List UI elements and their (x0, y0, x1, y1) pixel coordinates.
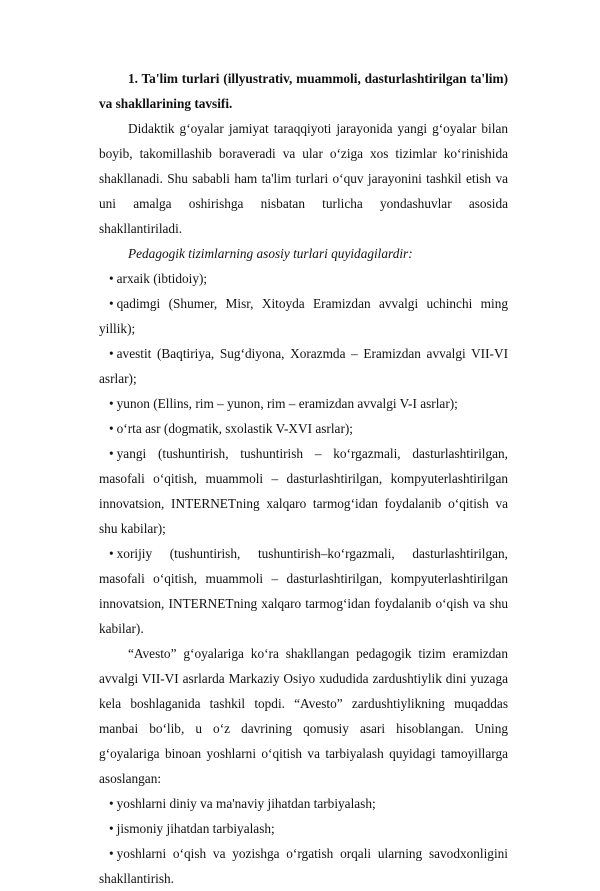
bullet-icon: • (109, 346, 114, 361)
bullet-icon: • (109, 821, 114, 836)
bullet-icon: • (109, 421, 114, 436)
list-item-text: arxaik (ibtidoiy); (116, 271, 208, 286)
bullet-icon: • (109, 796, 114, 811)
list-item-text: yangi (tushuntirish, tushuntirish – ko‘rgazmali, dasturlashtirilgan, masofali o‘qitish, muammoli – dasturlashtirilgan, kompyuterlashtirilgan innovatsion, INTERNETning xalqaro tarmog‘idan foydalanib o‘qitish va shu kabilar); (99, 446, 508, 536)
list-item-text: yoshlarni o‘qish va yozishga o‘rgatish orqali ularning savodxonligini shakllantirish. (99, 846, 508, 886)
system-types-list (99, 266, 508, 641)
list-item (99, 841, 508, 891)
list-item-text: xorijiy (tushuntirish, tushuntirish–ko‘rgazmali, dasturlashtirilgan, masofali o‘qitish, muammoli – dasturlashtirilgan, kompyuterlashtirilgan innovatsion, INTERNETning xalqaro tarmog‘idan foydalanib o‘qish va shu kabilar). (99, 546, 508, 636)
list-item (99, 541, 508, 641)
bullet-icon: • (109, 271, 114, 286)
list-item-text: yoshlarni diniy va ma'naviy jihatdan tarbiyalash; (116, 796, 376, 811)
list-item-text: qadimgi (Shumer, Misr, Xitoyda Eramizdan avvalgi uchinchi ming yillik); (99, 296, 508, 336)
list-item (99, 416, 508, 441)
bullet-icon: • (109, 546, 114, 561)
list-item (99, 816, 508, 841)
intro-paragraph: Didaktik g‘oyalar jamiyat taraqqiyoti jarayonida yangi g‘oyalar bilan boyib, takomillashib boraveradi va ular o‘ziga xos tizimlar ko‘rinishida shakllanadi. Shu sababli ham ta'lim turlari o‘quv jarayonini tashkil etish va uni amalga oshirishga nisbatan turlicha yondashuvlar asosida shakllantiriladi. (99, 121, 508, 236)
list-item (99, 791, 508, 816)
list-item (99, 291, 508, 341)
list-item (99, 441, 508, 541)
avesto-paragraph: “Avesto” g‘oyalariga ko‘ra shakllangan pedagogik tizim eramizdan avvalgi VII-VI asrlarda Markaziy Osiyo xududida zardushtiylik dini yuzaga kela boshlaganida tashkil topdi. “Avesto” zardushtiylikning muqaddas manbai bo‘lib, u o‘z davrining qomusiy asari hisoblangan. Uning g‘oyalariga binoan yoshlarni o‘qitish va tarbiyalash quyidagi tamoyillarga asoslangan: (99, 646, 508, 786)
list-item-text: o‘rta asr (dogmatik, sxolastik V-XVI asrlar); (116, 421, 353, 436)
subheading: Pedagogik tizimlarning asosiy turlari quyidagilardir: (128, 246, 413, 261)
list-item (99, 391, 508, 416)
section-title: 1. Ta'lim turlari (illyustrativ, muammoli, dasturlashtirilgan ta'lim) va shakllarining tavsifi. (99, 71, 508, 111)
principles-list (99, 791, 508, 891)
bullet-icon: • (109, 396, 114, 411)
list-item (99, 341, 508, 391)
bullet-icon: • (109, 446, 114, 461)
list-item-text: yunon (Ellins, rim – yunon, rim – eramizdan avvalgi V-I asrlar); (116, 396, 458, 411)
list-item (99, 266, 508, 291)
bullet-icon: • (109, 846, 114, 861)
list-item-text: jismoniy jihatdan tarbiyalash; (116, 821, 275, 836)
bullet-icon: • (109, 296, 114, 311)
list-item-text: avestit (Baqtiriya, Sug‘diyona, Xorazmda – Eramizdan avvalgi VII-VI asrlar); (99, 346, 508, 386)
